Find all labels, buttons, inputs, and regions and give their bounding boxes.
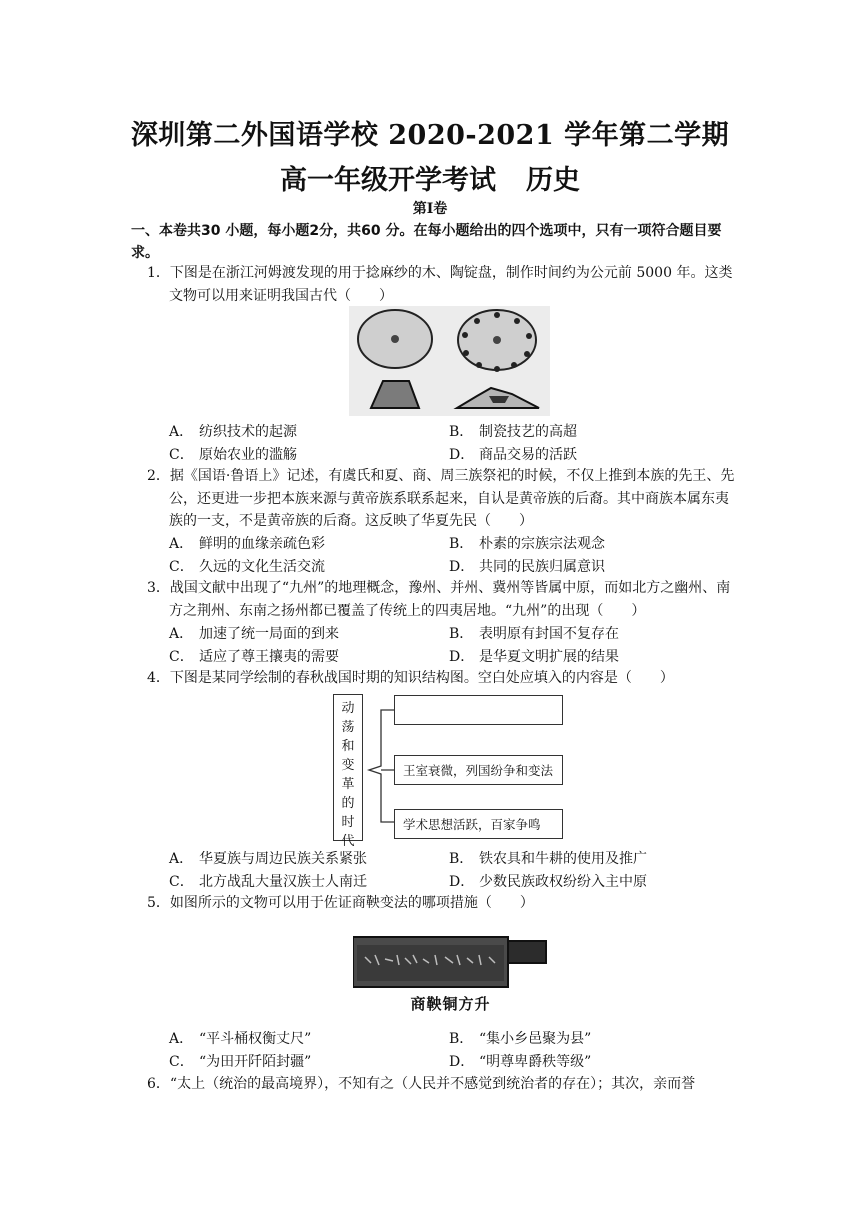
question-3 bbox=[147, 577, 737, 622]
option-text: “集小乡邑聚为县” bbox=[479, 1031, 592, 1047]
question-2 bbox=[147, 465, 737, 533]
options-q3 bbox=[169, 623, 739, 668]
option-letter: B． bbox=[449, 1031, 474, 1047]
option-letter: B． bbox=[449, 851, 474, 867]
section-instructions: 一、本卷共30 小题，每小题2分，共60 分。在每小题给出的四个选项中，只有一项符合题目要求。 bbox=[131, 223, 722, 261]
option-letter: B． bbox=[449, 626, 474, 642]
options-q4 bbox=[169, 848, 739, 893]
exam-subtitle-subject: 历史 bbox=[526, 165, 580, 196]
option-c bbox=[169, 556, 449, 579]
question-number: 4． bbox=[147, 670, 170, 686]
exam-subtitle-grade: 高一年级开学考试 bbox=[280, 165, 496, 196]
question-number: 2． bbox=[147, 468, 170, 484]
option-letter: A． bbox=[169, 536, 194, 552]
option-a bbox=[169, 623, 449, 646]
question-1 bbox=[147, 262, 737, 307]
option-letter: C． bbox=[169, 873, 194, 890]
option-d bbox=[449, 871, 729, 894]
option-text: 加速了统一局面的到来 bbox=[199, 626, 339, 642]
question-stem: 据《国语·鲁语上》记述，有虞氏和夏、商、周三族祭祀的时候，不仅上推到本族的先王、先公，还更进一步把本族来源与黄帝族系联系起来，自认是黄帝族的后裔。其中商族本属东夷族的一支，不是黄帝族的后裔。这反映了华夏先民（ ） bbox=[169, 468, 735, 530]
option-c bbox=[169, 1051, 449, 1074]
question-stem: “太上（统治的最高境界），不知有之（人民并不感觉到统治者的存在）；其次，亲而誉 bbox=[169, 1076, 696, 1092]
option-b bbox=[449, 1028, 729, 1051]
option-letter: A． bbox=[169, 626, 194, 642]
option-text: 久远的文化生活交流 bbox=[199, 558, 325, 575]
option-b bbox=[449, 623, 729, 646]
option-c bbox=[169, 871, 449, 894]
option-a bbox=[169, 1028, 449, 1051]
option-letter: D． bbox=[449, 873, 475, 890]
options-q2 bbox=[169, 533, 739, 578]
option-letter: D． bbox=[449, 446, 475, 463]
option-text: 华夏族与周边民族关系紧张 bbox=[199, 851, 367, 867]
question-stem: 下图是在浙江河姆渡发现的用于捻麻纱的木、陶锭盘，制作时间约为公元前 5000 年。这类文物可以用来证明我国古代（ ） bbox=[169, 265, 733, 304]
bronze-measure-caption: 商鞅铜方升 bbox=[410, 995, 491, 1013]
option-b bbox=[449, 848, 729, 871]
option-text: 共同的民族归属意识 bbox=[479, 558, 605, 575]
option-text: 北方战乱大量汉族士人南迁 bbox=[199, 873, 367, 890]
option-c bbox=[169, 646, 449, 669]
diagram-blank-box bbox=[394, 695, 563, 725]
option-text: 铁农具和牛耕的使用及推广 bbox=[479, 851, 647, 867]
option-letter: A． bbox=[169, 851, 194, 867]
diagram-box-3: 学术思想活跃，百家争鸣 bbox=[394, 809, 563, 839]
question-stem: 如图所示的文物可以用于佐证商鞅变法的哪项措施（ ） bbox=[169, 895, 534, 911]
option-a bbox=[169, 533, 449, 556]
option-letter: A． bbox=[169, 1031, 194, 1047]
question-stem: 战国文献中出现了“九州”的地理概念，豫州、并州、冀州等皆属中原，而如北方之幽州、南方之荆州、东南之扬州都已覆盖了传统上的四夷居地。“九州”的出现（ ） bbox=[169, 580, 731, 619]
option-text: 适应了尊王攘夷的需要 bbox=[199, 648, 339, 665]
question-number: 1． bbox=[147, 265, 170, 281]
question-number: 3． bbox=[147, 580, 170, 596]
option-letter: B． bbox=[449, 424, 474, 440]
option-letter: A． bbox=[169, 424, 194, 440]
question-number: 6． bbox=[147, 1076, 170, 1092]
options-q5 bbox=[169, 1028, 739, 1073]
options-q1 bbox=[169, 421, 739, 466]
option-letter: C． bbox=[169, 648, 194, 665]
option-a bbox=[169, 421, 449, 444]
option-text: 商品交易的活跃 bbox=[479, 446, 577, 463]
option-letter: D． bbox=[449, 648, 475, 665]
option-text: 纺织技术的起源 bbox=[199, 424, 297, 440]
diagram-left-label: 动荡和变革的时代 bbox=[341, 701, 355, 849]
option-letter: C． bbox=[169, 1053, 194, 1070]
option-text: 少数民族政权纷纷入主中原 bbox=[479, 873, 647, 890]
option-d bbox=[449, 556, 729, 579]
bronze-measure-image bbox=[353, 925, 548, 1021]
option-text: 表明原有封国不复存在 bbox=[479, 626, 619, 642]
option-text: 朴素的宗族宗法观念 bbox=[479, 536, 605, 552]
option-b bbox=[449, 533, 729, 556]
option-letter: C． bbox=[169, 558, 194, 575]
option-text: 鲜明的血缘亲疏色彩 bbox=[199, 536, 325, 552]
option-text: 制瓷技艺的高超 bbox=[479, 424, 577, 440]
option-text: 是华夏文明扩展的结果 bbox=[479, 648, 619, 665]
option-text: “明尊卑爵秩等级” bbox=[479, 1053, 592, 1070]
exam-subtitle bbox=[0, 158, 860, 197]
diagram-box-2: 王室衰微，列国纷争和变法 bbox=[394, 755, 563, 785]
question-5 bbox=[147, 892, 737, 915]
option-c bbox=[169, 444, 449, 467]
volume-label: 第Ⅰ卷 bbox=[412, 201, 448, 217]
spindle-whorl-image bbox=[349, 306, 550, 416]
option-text: 原始农业的滥觞 bbox=[199, 446, 297, 463]
option-d bbox=[449, 1051, 729, 1074]
option-b bbox=[449, 421, 729, 444]
question-stem: 下图是某同学绘制的春秋战国时期的知识结构图。空白处应填入的内容是（ ） bbox=[169, 670, 674, 686]
question-4 bbox=[147, 667, 737, 690]
exam-title: 深圳第二外国语学校 2020-2021 学年第二学期 bbox=[130, 120, 730, 151]
option-letter: C． bbox=[169, 446, 194, 463]
question-number: 5． bbox=[147, 895, 170, 911]
option-a bbox=[169, 848, 449, 871]
option-d bbox=[449, 646, 729, 669]
question-6 bbox=[147, 1073, 737, 1096]
option-text: “为田开阡陌封疆” bbox=[199, 1053, 312, 1070]
option-letter: D． bbox=[449, 1053, 475, 1070]
option-letter: B． bbox=[449, 536, 474, 552]
knowledge-structure-diagram bbox=[333, 694, 565, 849]
option-text: “平斗桶权衡丈尺” bbox=[199, 1031, 312, 1047]
option-letter: D． bbox=[449, 558, 475, 575]
option-d bbox=[449, 444, 729, 467]
